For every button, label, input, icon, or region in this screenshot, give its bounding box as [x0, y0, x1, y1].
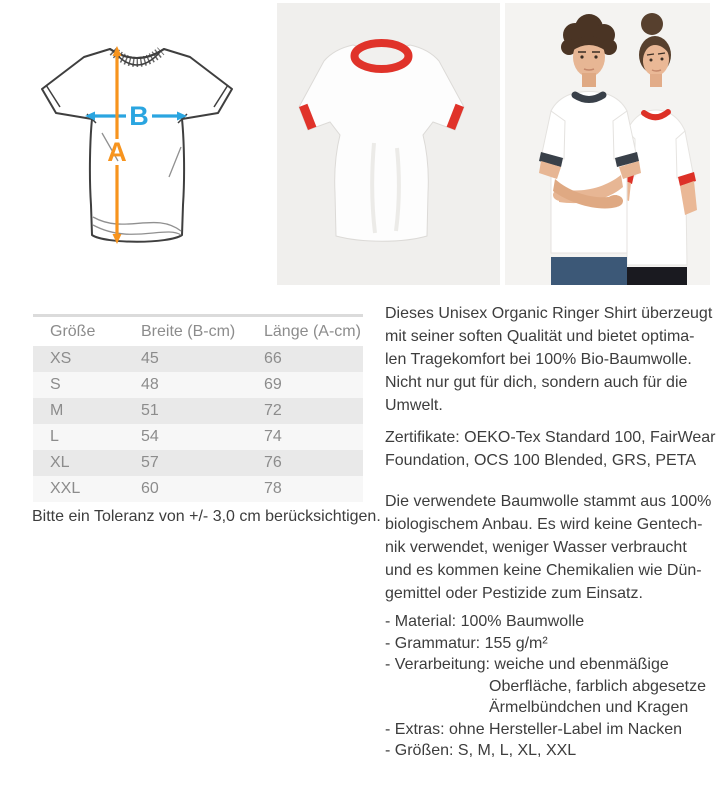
table-cell: 48	[141, 376, 159, 393]
table-cell: XXL	[50, 480, 81, 497]
text-line: - Material: 100% Baumwolle	[385, 613, 585, 630]
description-paragraph-certificates	[385, 426, 720, 472]
table-cell: 72	[264, 402, 282, 419]
table-cell: XS	[50, 350, 72, 367]
table-cell: 51	[141, 402, 159, 419]
table-cell: 66	[264, 350, 282, 367]
table-cell: 57	[141, 454, 159, 471]
text-line: Umwelt.	[385, 397, 443, 414]
table-cell: 54	[141, 428, 159, 445]
table-row	[33, 424, 363, 450]
spec-list	[385, 611, 720, 762]
text-line: und es kommen keine Chemikalien wie Dün-	[385, 562, 702, 579]
text-line: nik verwendet, weniger Wasser verbraucht	[385, 539, 687, 556]
text-line: Nicht nur gut für dich, sondern auch für die	[385, 374, 688, 391]
table-cell: S	[50, 376, 61, 393]
tshirt-measurement-sketch	[30, 35, 245, 255]
models-graphic	[505, 3, 710, 285]
description-paragraph-intro	[385, 302, 720, 417]
text-line: biologischem Anbau. Es wird keine Gentech-	[385, 516, 703, 533]
description-paragraph-cotton	[385, 490, 720, 605]
tshirt-outline	[42, 49, 232, 242]
table-row	[33, 398, 363, 424]
table-header-row	[33, 316, 363, 347]
column-header: Größe	[50, 322, 96, 340]
tolerance-note: Bitte ein Toleranz von +/- 3,0 cm berücksichtigen.	[32, 508, 381, 525]
text-line: gemittel oder Pestizide zum Einsatz.	[385, 585, 643, 602]
table-row	[33, 476, 363, 502]
product-photo-front	[277, 3, 500, 285]
shirt-body	[299, 45, 464, 241]
product-description	[385, 302, 720, 762]
table-cell: XL	[50, 454, 70, 471]
text-line: - Verarbeitung: weiche und ebenmäßige	[385, 656, 669, 673]
text-line: mit seiner soften Qualität und bietet optima-	[385, 328, 695, 345]
table-row	[33, 372, 363, 398]
width-label: B	[129, 101, 149, 131]
table-cell: 60	[141, 480, 159, 497]
table-cell: 78	[264, 480, 282, 497]
column-header: Länge (A-cm)	[264, 322, 361, 340]
table-cell: 69	[264, 376, 282, 393]
length-label: A	[107, 137, 127, 167]
text-line: Dieses Unisex Organic Ringer Shirt überzeugt	[385, 305, 713, 322]
text-line: - Größen: S, M, L, XL, XXL	[385, 742, 577, 759]
text-line: Zertifikate: OEKO-Tex Standard 100, FairWear	[385, 429, 716, 446]
text-line: Oberfläche, farblich abgesetze	[489, 677, 707, 695]
models-photo	[505, 3, 710, 285]
text-line: - Extras: ohne Hersteller-Label im Nacken	[385, 720, 683, 738]
text-line: Ärmelbündchen und Kragen	[489, 699, 689, 716]
table-cell: M	[50, 402, 64, 419]
text-line: Die verwendete Baumwolle stammt aus 100%	[385, 493, 712, 510]
table-row	[33, 450, 363, 476]
table-cell: 74	[264, 428, 282, 445]
table-cell: 45	[141, 350, 159, 367]
column-header: Breite (B-cm)	[141, 322, 236, 340]
ringer-shirt-graphic	[277, 3, 500, 285]
size-diagram-image	[30, 35, 245, 255]
text-line: Foundation, OCS 100 Blended, GRS, PETA	[385, 452, 696, 469]
male-model	[539, 14, 641, 285]
table-cell: 76	[264, 454, 282, 471]
text-line: - Grammatur: 155 g/m²	[385, 634, 548, 652]
text-line: len Tragekomfort bei 100% Bio-Baumwolle.	[385, 351, 692, 368]
table-cell: L	[50, 428, 59, 445]
table-row	[33, 346, 363, 372]
size-table	[33, 314, 363, 502]
